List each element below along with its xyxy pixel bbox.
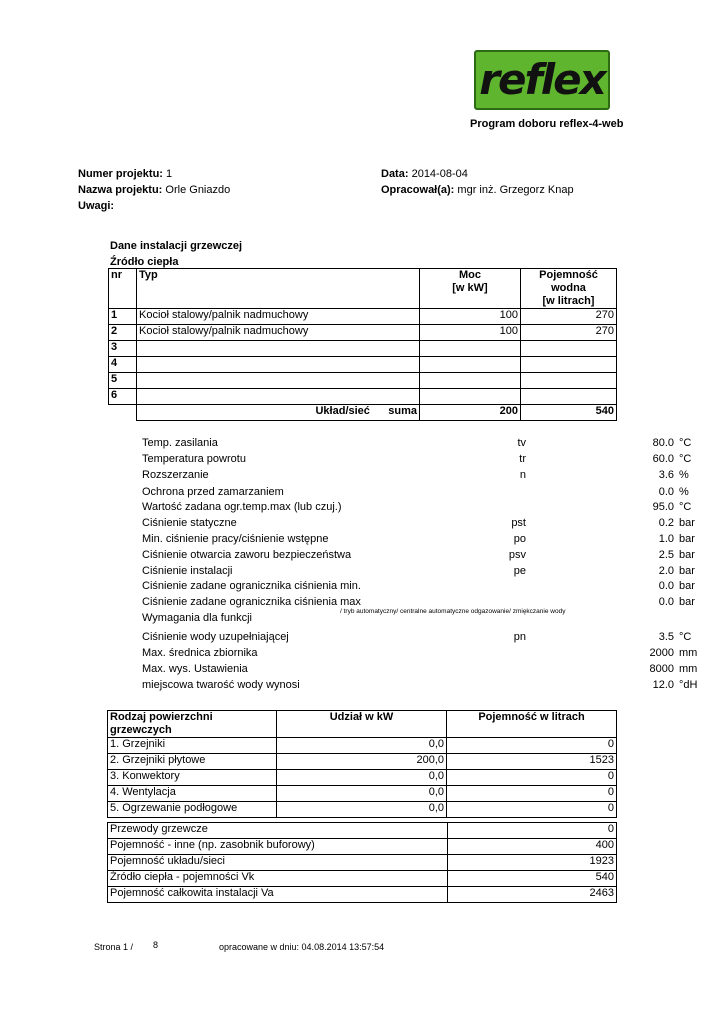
project-author: Opracował(a): mgr inż. Grzegorz Knap [381, 184, 574, 196]
table-row: 3 [109, 341, 617, 357]
reflex-logo [474, 50, 610, 110]
col-surface-type: Rodzaj powierzchni grzewczych [108, 711, 277, 738]
col-capacity: Pojemność wodna [w litrach] [521, 269, 617, 309]
project-notes-label: Uwagi: [78, 200, 115, 212]
param-row: Wartość zadana ogr.temp.max (lub czuj.) 95.0 °C [142, 501, 692, 513]
col-share-kw: Udział w kW [277, 711, 447, 738]
project-number: Numer projektu: 1 [78, 168, 173, 180]
param-row: Max. wys. Ustawienia 8000 mm [142, 663, 698, 675]
param-row: Max. średnica zbiornika 2000 mm [142, 647, 698, 659]
table-row: 4 [109, 357, 617, 373]
param-row: Ciśnienie instalacji pe 2.0 bar [142, 565, 695, 577]
col-power: Moc [w kW] [420, 269, 521, 309]
sum-row [109, 405, 617, 421]
param-row: Ciśnienie statyczne pst 0.2 bar [142, 517, 695, 529]
install-title: Dane instalacji grzewczej [110, 240, 243, 252]
sum-power: 200 [420, 405, 521, 421]
page-total: 8 [153, 940, 159, 950]
table-row: 2 Kocioł stalowy/palnik nadmuchowy 100 270 [109, 325, 617, 341]
col-capacity-l: Pojemność w litrach [447, 711, 617, 738]
table-row: Przewody grzewcze 0 [108, 823, 617, 839]
table-row: Źródło ciepła - pojemności Vk 540 [108, 871, 617, 887]
project-name: Nazwa projektu: Orle Gniazdo [78, 184, 231, 196]
table-row: 1 Kocioł stalowy/palnik nadmuchowy 100 270 [109, 309, 617, 325]
param-row: Temp. zasilania tv 80.0 °C [142, 437, 692, 449]
param-row: Rozszerzanie n 3.6 % [142, 469, 689, 481]
table-row: Pojemność układu/sieci 1923 [108, 855, 617, 871]
param-row: Ciśnienie zadane ogranicznika ciśnienia min. 0.0 bar [142, 580, 695, 592]
heat-source-table [108, 268, 617, 421]
heat-source-title: Źródło ciepła [110, 256, 179, 268]
param-row: Temperatura powrotu tr 60.0 °C [142, 453, 692, 465]
table-row: 4. Wentylacja 0,0 0 [108, 786, 617, 802]
table-row: 3. Konwektory 0,0 0 [108, 770, 617, 786]
table-row: 5. Ogrzewanie podłogowe 0,0 0 [108, 802, 617, 818]
param-row: Ochrona przed zamarzaniem 0.0 % [142, 486, 689, 498]
param-row: Ciśnienie zadane ogranicznika ciśnienia max 0.0 bar [142, 596, 695, 608]
table-row: 2. Grzejniki płytowe 200,0 1523 [108, 754, 617, 770]
param-row: Ciśnienie otwarcia zaworu bezpieczeństwa psv 2.5 bar [142, 549, 695, 561]
page-label: Strona 1 / [94, 942, 134, 952]
heat-source-header [109, 269, 617, 309]
function-note: / tryb automatyczny/ centralne automatyczne odgazowanie/ zmiękczanie wody [340, 608, 566, 615]
param-row: Ciśnienie wody uzupełniającej pn 3.5 °C [142, 631, 692, 643]
function-requirements: Wymagania dla funkcji / tryb automatyczny/ centralne automatyczne odgazowanie/ zmiękczanie wody [142, 612, 582, 628]
program-title: Program doboru reflex-4-web [470, 118, 624, 130]
col-type: Typ [137, 269, 420, 309]
logo-text: reflex [479, 55, 605, 104]
totals-table [107, 822, 617, 903]
table-row: Pojemność całkowita instalacji Va 2463 [108, 887, 617, 903]
table-row: Pojemność - inne (np. zasobnik buforowy) 400 [108, 839, 617, 855]
surfaces-table [107, 710, 617, 818]
surfaces-header [108, 711, 617, 738]
sum-label: Układ/sieć suma [137, 405, 420, 421]
project-date: Data: 2014-08-04 [381, 168, 468, 180]
param-row: Min. ciśnienie pracy/ciśnienie wstępne po 1.0 bar [142, 533, 695, 545]
table-row: 6 [109, 389, 617, 405]
sum-capacity: 540 [521, 405, 617, 421]
table-row: 5 [109, 373, 617, 389]
table-row: 1. Grzejniki 0,0 0 [108, 738, 617, 754]
param-row: miejscowa twarość wody wynosi 12.0 °dH [142, 679, 698, 691]
col-nr: nr [109, 269, 137, 309]
generated-date: opracowane w dniu: 04.08.2014 13:57:54 [219, 942, 385, 952]
